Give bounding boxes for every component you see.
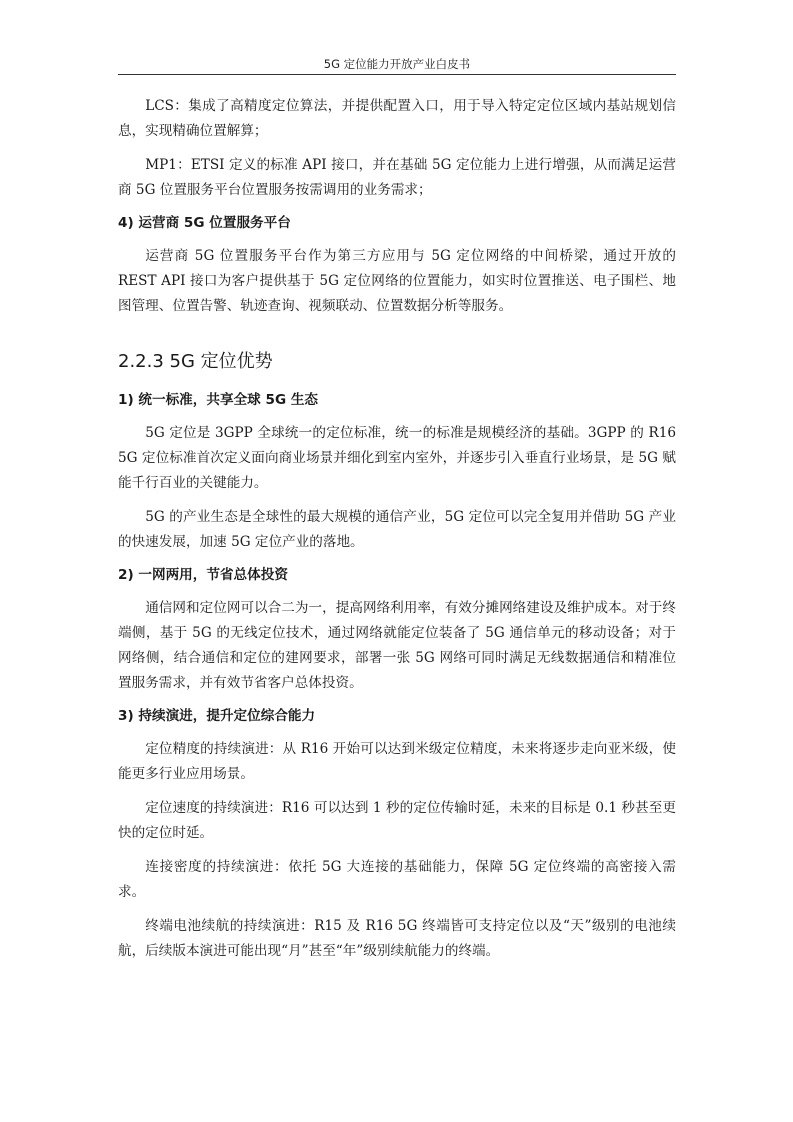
heading-operator-platform: 4) 运营商 5G 位置服务平台: [118, 215, 291, 231]
heading-continuous-evolution: 3) 持续演进，提升定位综合能力: [118, 708, 316, 724]
paragraph-latency-evolution: 定位速度的持续演进：R16 可以达到 1 秒的定位传输时延，未来的目标是 0.1 秒甚至更快的定位时延。: [118, 800, 676, 841]
paragraph-mp1: MP1：ETSI 定义的标准 API 接口，并在基础 5G 定位能力上进行增强，从而满足运营商 5G 位置服务平台位置服务按需调用的业务需求；: [118, 157, 676, 198]
paragraph-unified-standard-1: 5G 定位是 3GPP 全球统一的定位标准，统一的标准是规模经济的基础。3GPP 的 R16 5G 定位标准首次定义面向商业场景并细化到室内室外，并逐步引入垂直行业场景，是 5G 赋能千行百业的关键能力。: [118, 425, 676, 491]
header-divider: [118, 74, 676, 75]
page-body: [118, 94, 676, 973]
heading-unified-standard: 1) 统一标准，共享全球 5G 生态: [118, 392, 319, 408]
paragraph-operator-platform: 运营商 5G 位置服务平台作为第三方应用与 5G 定位网络的中间桥梁，通过开放的 REST API 接口为客户提供基于 5G 定位网络的位置能力，如实时位置推送、电子围栏、地图管理、位置告警、轨迹查询、视频联动、位置数据分析等服务。: [118, 248, 676, 314]
paragraph-battery-evolution: 终端电池续航的持续演进：R15 及 R16 5G 终端皆可支持定位以及“天”级别的电池续航，后续版本演进可能出现“月”甚至“年”级别续航能力的终端。: [118, 918, 676, 959]
running-header: 5G 定位能力开放产业白皮书: [323, 57, 471, 71]
section-title-5g-advantages: 2.2.3 5G 定位优势: [118, 351, 273, 372]
paragraph-density-evolution: 连接密度的持续演进：依托 5G 大连接的基础能力，保障 5G 定位终端的高密接入需求。: [118, 859, 676, 900]
paragraph-unified-standard-2: 5G 的产业生态是全球性的最大规模的通信产业，5G 定位可以完全复用并借助 5G 产业的快速发展，加速 5G 定位产业的落地。: [118, 509, 676, 550]
paragraph-accuracy-evolution: 定位精度的持续演进：从 R16 开始可以达到米级定位精度，未来将逐步走向亚米级，使能更多行业应用场景。: [118, 741, 676, 782]
paragraph-lcs: LCS：集成了高精度定位算法，并提供配置入口，用于导入特定定位区域内基站规划信息，实现精确位置解算；: [118, 98, 676, 139]
paragraph-one-network: 通信网和定位网可以合二为一，提高网络利用率，有效分摊网络建设及维护成本。对于终端侧，基于 5G 的无线定位技术，通过网络就能定位装备了 5G 通信单元的移动设备；对于网络侧，结合通信和定位的建网要求，部署一张 5G 网络可同时满足无线数据通信和精准位置服务需求，并有效节省客户总体投资。: [118, 600, 676, 691]
heading-one-network: 2) 一网两用，节省总体投资: [118, 567, 288, 583]
